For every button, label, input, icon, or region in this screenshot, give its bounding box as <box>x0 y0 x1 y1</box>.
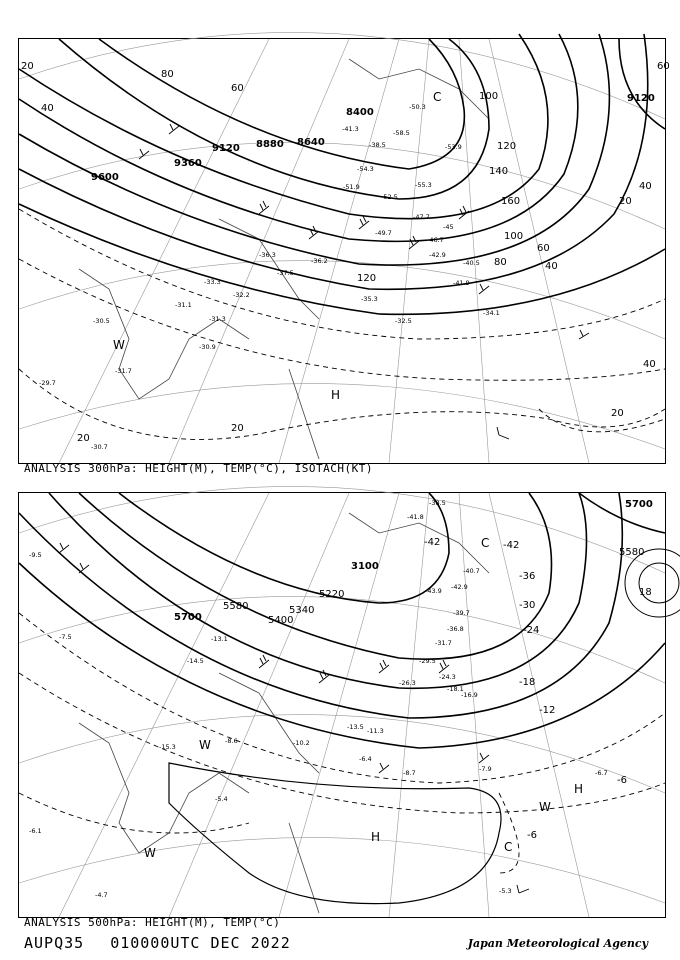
temp-label: 18 <box>639 587 652 598</box>
isotach-label: 120 <box>357 273 377 284</box>
svg-text:-34.1: -34.1 <box>483 309 500 317</box>
height-label: 3100 <box>351 561 379 572</box>
temp-label: -42 <box>503 540 520 551</box>
svg-text:-5.3: -5.3 <box>499 887 512 895</box>
temp-label: -12 <box>539 705 556 716</box>
svg-text:-51.9: -51.9 <box>343 183 360 191</box>
svg-text:-49.7: -49.7 <box>375 229 392 237</box>
svg-text:-13.5: -13.5 <box>347 723 364 731</box>
temp-label: -18 <box>519 677 536 688</box>
svg-text:-42.9: -42.9 <box>451 583 468 591</box>
warm-center-label: W <box>144 846 156 860</box>
temp-label: -6 <box>617 775 627 786</box>
isotach-label: 20 <box>231 423 244 434</box>
isotach-label: 160 <box>501 196 521 207</box>
svg-text:-35.3: -35.3 <box>361 295 378 303</box>
svg-text:-38.5: -38.5 <box>369 141 386 149</box>
isotach-label: 100 <box>479 91 499 102</box>
height-label: 5340 <box>289 605 315 616</box>
isotach-label: 20 <box>619 196 632 207</box>
svg-text:-13.1: -13.1 <box>211 635 228 643</box>
svg-text:-31.7: -31.7 <box>115 367 132 375</box>
svg-text:-42.9: -42.9 <box>429 251 446 259</box>
isotach-label: 20 <box>77 433 90 444</box>
height-label: 8400 <box>346 107 374 118</box>
svg-text:-29.5: -29.5 <box>419 657 436 665</box>
svg-text:-47.7: -47.7 <box>413 213 430 221</box>
isotach-label: 80 <box>494 257 507 268</box>
svg-text:-7.9: -7.9 <box>479 765 492 773</box>
svg-text:-7.5: -7.5 <box>59 633 72 641</box>
svg-text:-10.2: -10.2 <box>293 739 310 747</box>
svg-text:-15.3: -15.3 <box>159 743 176 751</box>
svg-text:-32.2: -32.2 <box>233 291 250 299</box>
product-footer <box>24 934 291 952</box>
isotach-label: 40 <box>545 261 558 272</box>
isotach-label: 60 <box>231 83 244 94</box>
svg-text:-32.5: -32.5 <box>395 317 412 325</box>
svg-text:-9.5: -9.5 <box>29 551 42 559</box>
isotach-label: 120 <box>497 141 517 152</box>
isotachs <box>19 209 665 439</box>
isotach-label: 20 <box>21 61 34 72</box>
height-label: 8880 <box>256 139 284 150</box>
cold-center-label: C <box>504 840 513 854</box>
temp-label: -24 <box>523 625 540 636</box>
warm-center-label: W <box>113 338 125 352</box>
height-label: 5580 <box>619 547 645 558</box>
svg-text:-46.7: -46.7 <box>427 236 444 244</box>
map-500hpa-svg <box>19 493 665 917</box>
warm-center-label: W <box>539 800 551 814</box>
svg-text:-26.3: -26.3 <box>399 679 416 687</box>
svg-text:-45: -45 <box>443 223 454 231</box>
height-label: 9360 <box>174 158 202 169</box>
svg-text:-31.7: -31.7 <box>435 639 452 647</box>
svg-text:-55.3: -55.3 <box>415 181 432 189</box>
caption-500hpa: ANALYSIS 500hPa: HEIGHT(M), TEMP(°C) <box>24 916 281 929</box>
svg-text:-29.7: -29.7 <box>39 379 56 387</box>
svg-text:-30.5: -30.5 <box>93 317 110 325</box>
svg-text:-6.7: -6.7 <box>595 769 608 777</box>
temp-label: -30 <box>519 600 536 611</box>
isotach-label: 60 <box>537 243 550 254</box>
isotach-label: 60 <box>657 61 670 72</box>
svg-text:-6.4: -6.4 <box>359 755 372 763</box>
height-label: 5580 <box>223 601 249 612</box>
height-label: 9600 <box>91 172 119 183</box>
svg-text:-41.3: -41.3 <box>342 125 359 133</box>
temp-label: -42 <box>424 537 441 548</box>
height-label: 9120 <box>212 143 240 154</box>
height-label: 5700 <box>174 612 202 623</box>
isotherms <box>19 613 665 873</box>
temp-label: -6 <box>527 830 537 841</box>
wind-barbs <box>59 543 529 893</box>
svg-text:-5.4: -5.4 <box>215 795 228 803</box>
warm-center-label: W <box>199 738 211 752</box>
high-center-label: H <box>331 388 341 402</box>
height-label: 8640 <box>297 137 325 148</box>
temperature-samples <box>39 103 500 451</box>
high-center-label: H <box>574 782 584 796</box>
height-label: 5400 <box>268 615 294 626</box>
svg-text:-6.1: -6.1 <box>29 827 42 835</box>
high-center-label: H <box>371 830 381 844</box>
svg-text:-39.7: -39.7 <box>453 609 470 617</box>
isotach-label: 100 <box>504 231 524 242</box>
cold-center-label: C <box>433 90 442 104</box>
svg-text:-50.3: -50.3 <box>409 103 426 111</box>
height-contours <box>19 493 665 748</box>
svg-text:-8.6: -8.6 <box>225 737 238 745</box>
isotach-label: 20 <box>611 408 624 419</box>
svg-text:-40.7: -40.7 <box>463 567 480 575</box>
svg-text:-37.5: -37.5 <box>277 269 294 277</box>
svg-text:-30.9: -30.9 <box>199 343 216 351</box>
analysis-datetime: 010000UTC DEC 2022 <box>110 934 291 952</box>
svg-text:-38.5: -38.5 <box>429 499 446 507</box>
svg-text:-8.7: -8.7 <box>403 769 416 777</box>
svg-text:-36.3: -36.3 <box>259 251 276 259</box>
svg-text:-16.9: -16.9 <box>461 691 478 699</box>
isotach-label: 40 <box>639 181 652 192</box>
svg-text:-41.8: -41.8 <box>407 513 424 521</box>
svg-text:-40.5: -40.5 <box>463 259 480 267</box>
map-panel-500hpa <box>18 492 666 918</box>
isotach-label: 40 <box>41 103 54 114</box>
agency-name: Japan Meteorological Agency <box>467 937 648 950</box>
svg-text:-33.3: -33.3 <box>204 278 221 286</box>
height-label: 5220 <box>319 589 345 600</box>
map-panel-300hpa <box>18 38 670 464</box>
svg-text:-31.1: -31.1 <box>175 301 192 309</box>
svg-text:-53.9: -53.9 <box>445 143 462 151</box>
svg-text:-36.2: -36.2 <box>311 257 328 265</box>
height-label: 9120 <box>627 93 655 104</box>
temp-label: -36 <box>519 571 536 582</box>
svg-text:-41.9: -41.9 <box>453 279 470 287</box>
svg-text:-54.3: -54.3 <box>357 165 374 173</box>
height-label: 5700 <box>625 499 653 510</box>
high-contour <box>169 763 501 904</box>
isotach-label: 40 <box>643 359 656 370</box>
svg-text:-36.8: -36.8 <box>447 625 464 633</box>
svg-text:-52.5: -52.5 <box>381 193 398 201</box>
graticule <box>19 486 665 917</box>
svg-text:-14.5: -14.5 <box>187 657 204 665</box>
svg-text:-31.3: -31.3 <box>209 315 226 323</box>
svg-text:-4.7: -4.7 <box>95 891 108 899</box>
svg-text:-58.5: -58.5 <box>393 129 410 137</box>
isotach-label: 80 <box>161 69 174 80</box>
isotach-label: 140 <box>489 166 509 177</box>
cold-center-label: C <box>481 536 490 550</box>
graticule <box>19 32 665 463</box>
svg-text:-30.7: -30.7 <box>91 443 108 451</box>
svg-text:-24.3: -24.3 <box>439 673 456 681</box>
caption-300hpa: ANALYSIS 300hPa: HEIGHT(M), TEMP(°C), ISOTACH(KT) <box>24 462 374 475</box>
svg-text:-18.1: -18.1 <box>447 685 464 693</box>
map-300hpa-svg <box>19 39 670 463</box>
svg-text:-43.9: -43.9 <box>425 587 442 595</box>
product-code: AUPQ35 <box>24 934 85 952</box>
svg-text:-11.3: -11.3 <box>367 727 384 735</box>
